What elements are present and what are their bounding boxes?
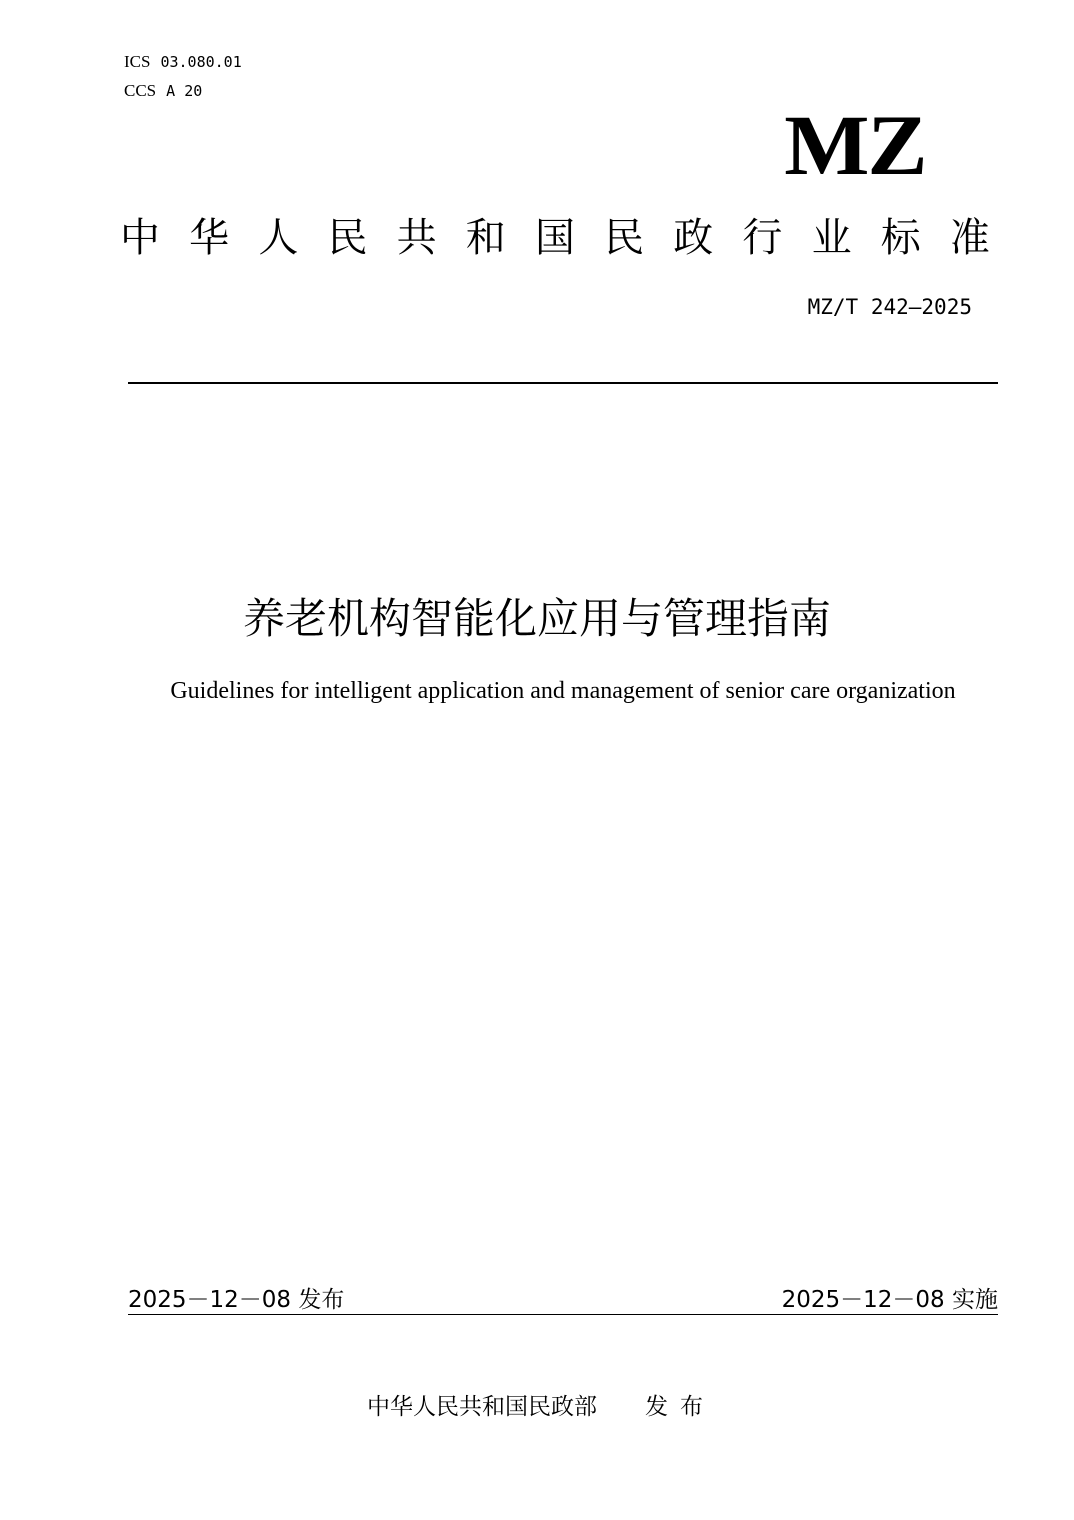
standard-number: MZ/T 242—2025: [807, 295, 972, 319]
standard-title-char: 中: [120, 215, 160, 261]
issuer-action: 发布: [645, 1394, 715, 1420]
top-divider: [128, 382, 998, 384]
document-title-cn: 养老机构智能化应用与管理指南: [242, 594, 831, 643]
standard-title-char: 标: [880, 215, 921, 261]
standard-title-char: 准: [949, 215, 990, 261]
mz-logo: MZ: [784, 97, 926, 193]
standard-title-char: 行: [742, 215, 783, 261]
standard-title-char: 国: [534, 215, 575, 261]
implementation-date: 2025－12－08 实施: [781, 1287, 998, 1313]
standard-title-char: 和: [465, 215, 506, 261]
ics-label: ICS: [124, 52, 151, 71]
ccs-code: A 20: [166, 82, 203, 100]
standard-title-char: 政: [673, 215, 714, 261]
standard-title-char: 业: [811, 215, 852, 261]
standard-title-char: 共: [396, 215, 437, 261]
document-title-en: Guidelines for intelligent application and management of senior care organization: [170, 678, 956, 704]
ics-code: 03.080.01: [160, 53, 242, 71]
standard-title-char: 人: [258, 215, 299, 261]
ics-classification: [124, 52, 242, 72]
ccs-classification: [124, 81, 202, 101]
ccs-label: CCS: [124, 81, 157, 100]
issuer-line: [367, 1388, 715, 1421]
standard-title-char: 民: [327, 215, 368, 261]
issuer-name: 中华人民共和国民政部: [367, 1394, 597, 1420]
standard-title-char: 民: [604, 215, 645, 261]
standard-title: [120, 206, 990, 263]
issue-date: 2025－12－08 发布: [128, 1287, 345, 1313]
standard-title-char: 华: [189, 215, 230, 261]
bottom-divider: [128, 1314, 998, 1315]
